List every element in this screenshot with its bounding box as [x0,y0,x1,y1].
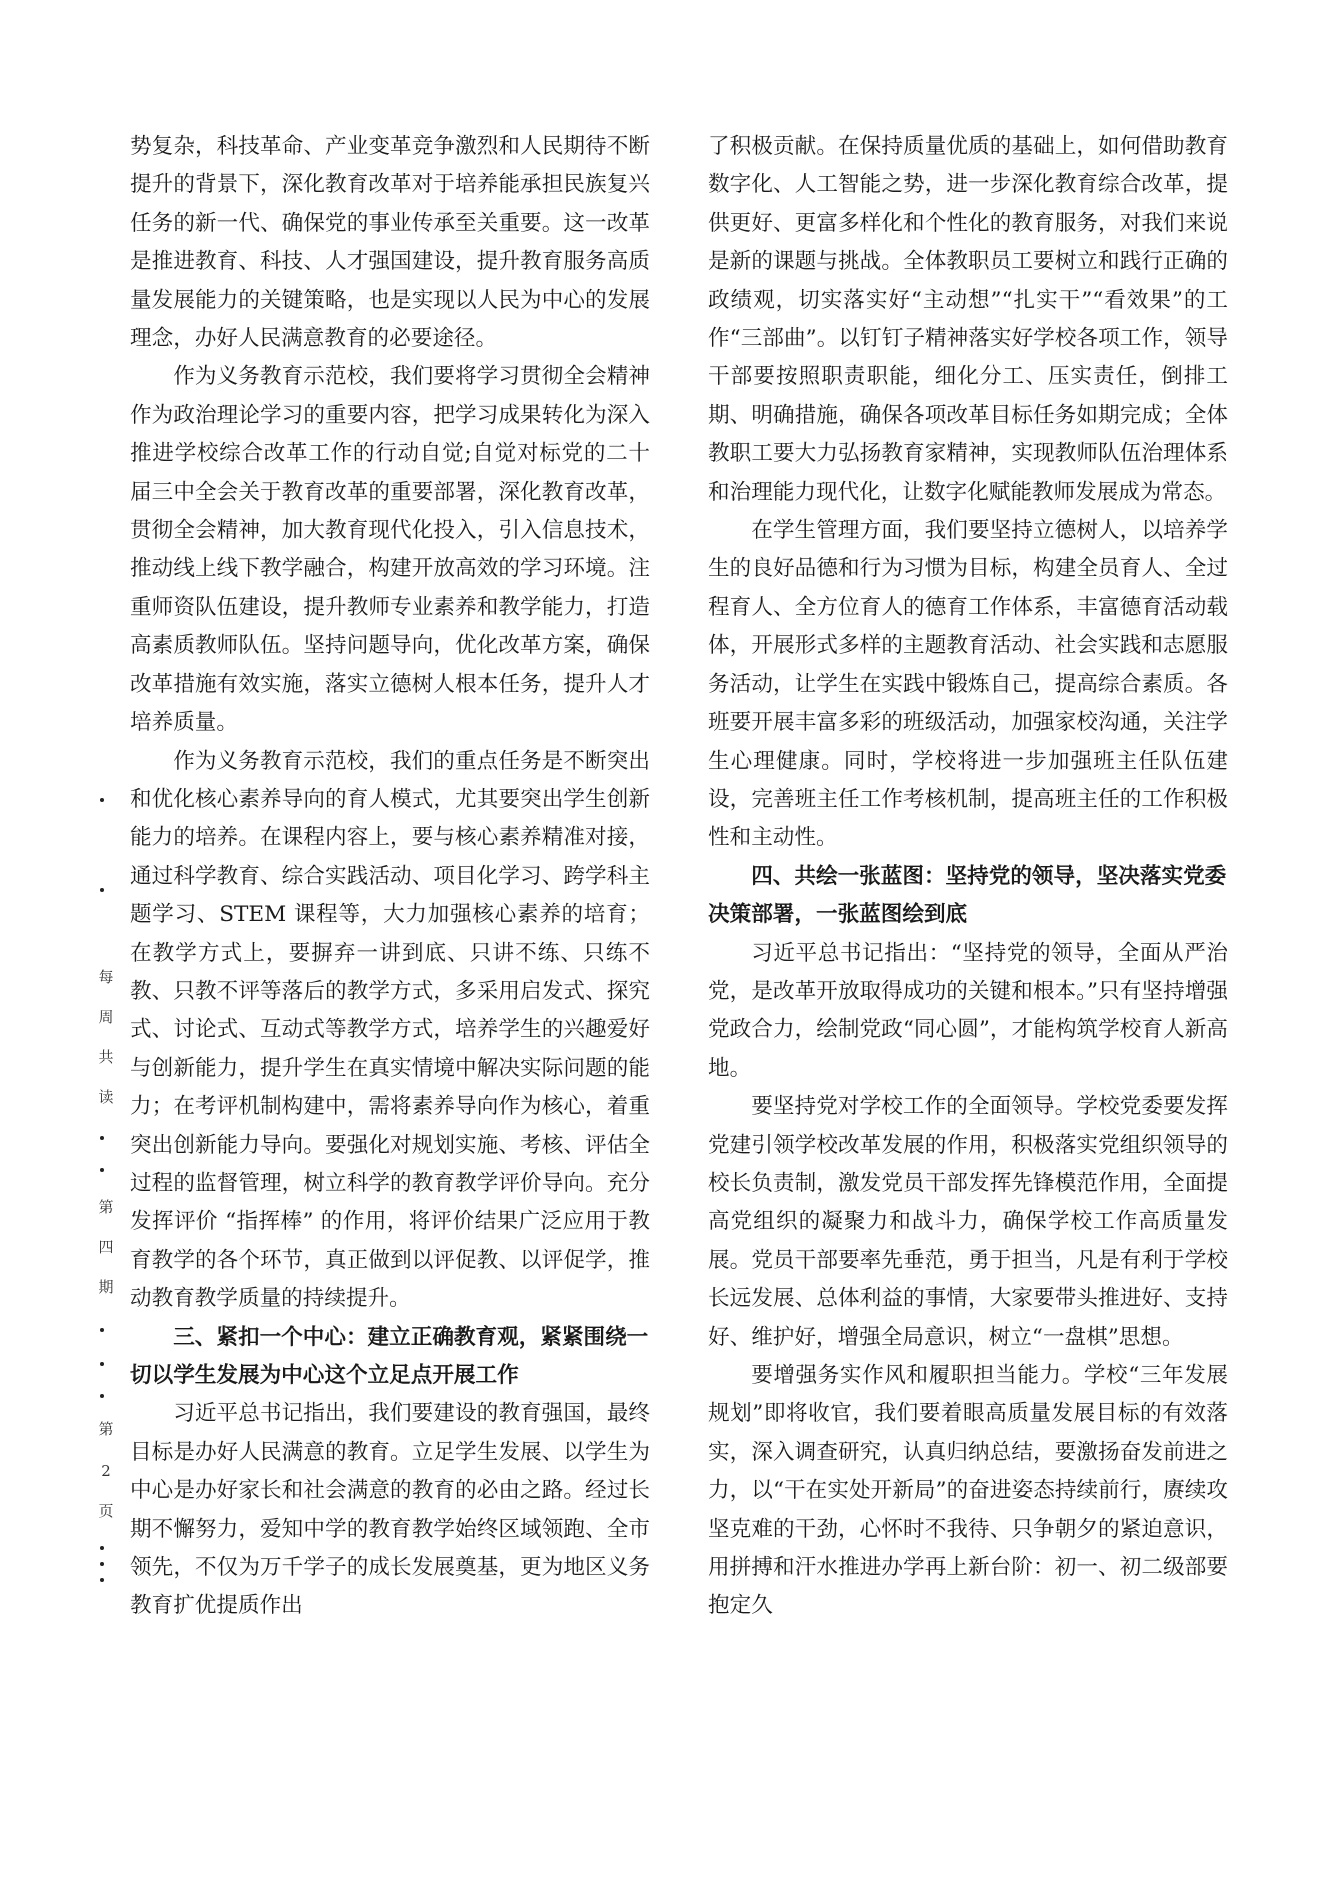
section-heading: 三、紧扣一个中心：建立正确教育观，紧紧围绕一切以学生发展为中心这个立足点开展工作 [130,1324,649,1388]
section-heading: 四、共绘一张蓝图：坚持党的领导，坚决落实党委决策部署，一张蓝图绘到底 [708,863,1227,928]
paragraph: 作为义务教育示范校，我们的重点任务是不断突出和优化核心素养导向的育人模式，尤其要突出学生创新能力的培养。在课程内容上，要与核心素养精准对接，通过科学教育、综合实践活动、项目化学习、跨学科主题学习、STEM 课程等，大力加强核心素养的培育；在教学方式上，要摒弃一讲到底、只讲不练、只练不教、只教不评等落后的教学方式，多采用启发式、探究式、讨论式、互动式等教学方式，培养学生的兴趣爱好与创新能力，提升学生在真实情境中解决实际问题的能力；在考评机制构建中，需将素养导向作为核心，着重突出创新能力导向。要强化对规划实施、考核、评估全过程的监督管理，树立科学的教育教学评价导向。充分发挥评价 “指挥棒” 的作用，将评价结果广泛应用于教育教学的各个环节，真正做到以评促教、以评促学，推动教育教学质量的持续提升。 [130,748,650,1312]
marker-dot [100,798,104,802]
marker-dot [100,1136,104,1140]
paragraph: 习近平总书记指出：“坚持党的领导，全面从严治党，是改革开放取得成功的关键和根本。”只有坚持增强党政合力，绘制党政“同心圆”，才能构筑学校育人新高地。 [708,940,1228,1081]
marker-char: 第 [98,1420,114,1438]
paragraph: 在学生管理方面，我们要坚持立德树人，以培养学生的良好品德和行为习惯为目标，构建全员育人、全过程育人、全方位育人的德育工作体系，丰富德育活动载体，开展形式多样的主题教育活动、社会实践和志愿服务活动，让学生在实践中锻炼自己，提高综合素质。各班要开展丰富多彩的班级活动，加强家校沟通，关注学生心理健康。同时，学校将进一步加强班主任队伍建设，完善班主任工作考核机制，提高班主任的工作积极性和主动性。 [708,518,1228,851]
paragraph: 要增强务实作风和履职担当能力。学校“三年发展规划”即将收官，我们要着眼高质量发展目标的有效落实，深入调查研究，认真归纳总结，要激扬奋发前进之力，以“干在实处开新局”的奋进姿态持续前行，赓续攻坚克难的干劲，心怀时不我待、只争朝夕的紧迫意识，用拼搏和汗水推进办学再上新台阶：初一、初二级部要抱定久 [708,1363,1228,1619]
marker-dot [100,1362,104,1366]
right-column [708,128,1228,1626]
marker-char: 第 [98,1198,114,1216]
marker-char: 2 [101,1462,111,1480]
marker-dot [100,1562,104,1566]
marker-dot [100,1168,104,1172]
marker-dot [100,1394,104,1398]
paragraph: 作为义务教育示范校，我们要将学习贯彻全会精神作为政治理论学习的重要内容，把学习成果转化为深入推进学校综合改革工作的行动自觉;自觉对标党的二十届三中全会关于教育改革的重要部署，深化教育改革，贯彻全会精神，加大教育现代化投入，引入信息技术，推动线上线下教学融合，构建开放高效的学习环境。注重师资队伍建设，提升教师专业素养和教学能力，打造高素质教师队伍。坚持问题导向，优化改革方案，确保改革措施有效实施，落实立德树人根本任务，提升人才培养质量。 [130,364,650,736]
paragraph: 势复杂，科技革命、产业变革竞争激烈和人民期待不断提升的背景下，深化教育改革对于培养能承担民族复兴任务的新一代、确保党的事业传承至关重要。这一改革是推进教育、科技、人才强国建设，提升教育服务高质量发展能力的关键策略，也是实现以人民为中心的发展理念，办好人民满意教育的必要途径。 [130,134,650,352]
marker-dot [100,1578,104,1582]
paragraph: 要坚持党对学校工作的全面领导。学校党委要发挥党建引领学校改革发展的作用，积极落实党组织领导的校长负责制，激发党员干部发挥先锋模范作用，全面提高党组织的凝聚力和战斗力，确保学校工作高质量发展。党员干部要率先垂范，勇于担当，凡是有利于学校长远发展、总体利益的事情，大家要带头推进好、支持好、维护好，增强全局意识，树立“一盘棋”思想。 [708,1094,1228,1350]
paragraph: 了积极贡献。在保持质量优质的基础上，如何借助教育数字化、人工智能之势，进一步深化教育综合改革，提供更好、更富多样化和个性化的教育服务，对我们来说是新的课题与挑战。全体教职员工要树立和践行正确的政绩观，切实落实好“主动想”“扎实干”“看效果”的工作“三部曲”。以钉钉子精神落实好学校各项工作，领导干部要按照职责职能，细化分工、压实责任，倒排工期、明确措施，确保各项改革目标任务如期完成；全体教职工要大力弘扬教育家精神，实现教师队伍治理体系和治理能力现代化，让数字化赋能教师发展成为常态。 [708,134,1228,505]
marker-char: 周 [98,1008,114,1026]
marker-dot [100,1328,104,1332]
marker-dot [100,888,104,892]
left-column [130,128,650,1626]
marker-char: 每 [98,968,114,986]
marker-char: 共 [98,1048,114,1066]
marker-char: 页 [98,1502,114,1520]
marker-char: 读 [98,1088,114,1106]
paragraph: 习近平总书记指出，我们要建设的教育强国，最终目标是办好人民满意的教育。立足学生发展、以学生为中心是办好家长和社会满意的教育的必由之路。经过长期不懈努力，爱知中学的教育教学始终区域领跑、全市领先，不仅为万千学子的成长发展奠基，更为地区义务教育扩优提质作出 [130,1401,650,1619]
marker-char: 四 [98,1238,114,1256]
marker-dot [100,1546,104,1550]
marker-char: 期 [98,1278,114,1296]
